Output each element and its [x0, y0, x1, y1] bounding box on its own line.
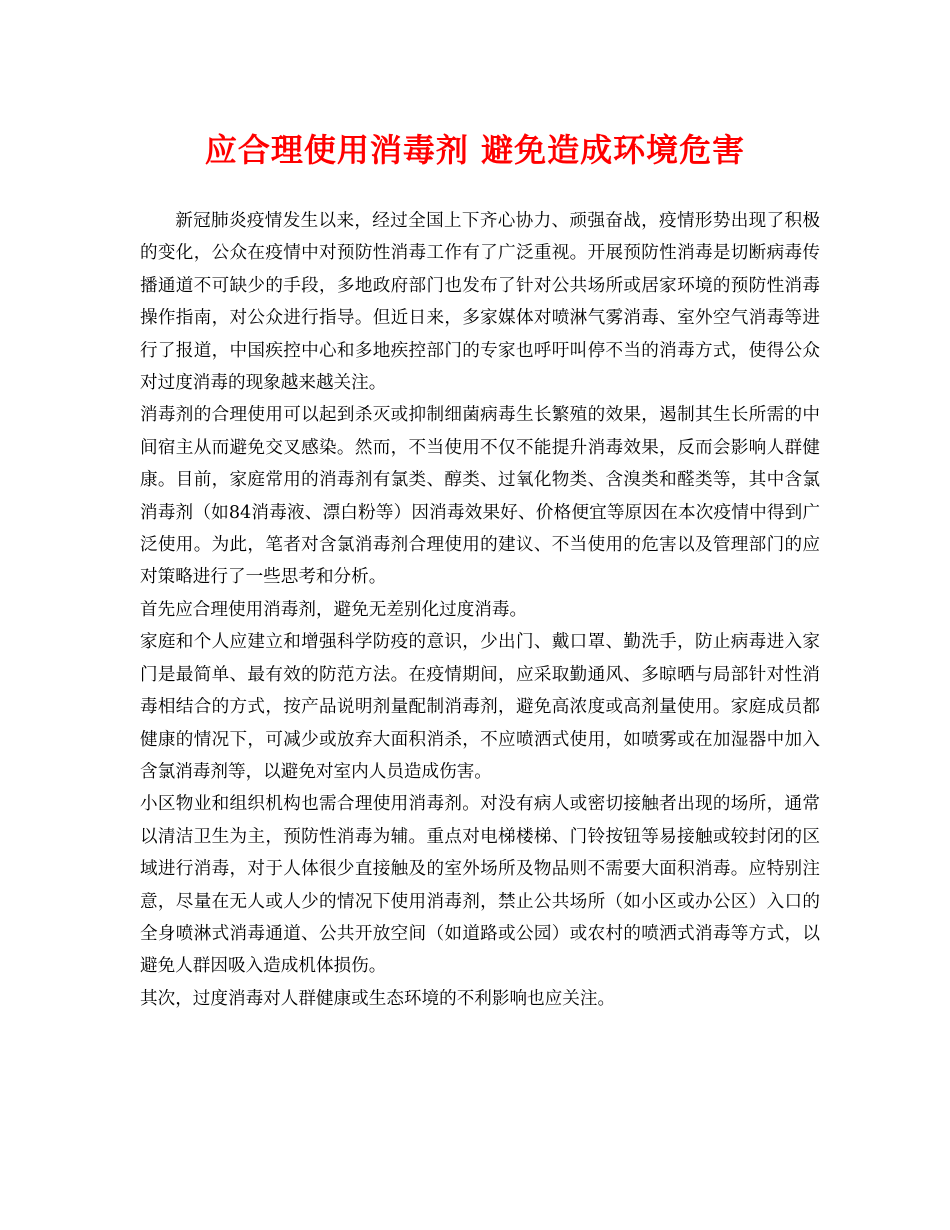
paragraph-first-point: 首先应合理使用消毒剂，避免无差别化过度消毒。 — [140, 599, 528, 620]
paragraph-household: 家庭和个人应建立和增强科学防疫的意识，少出门、戴口罩、勤洗手，防止病毒进入家门是最简单、最有效的防范方法。在疫情期间，应采取勤通风、多晾晒与局部针对性消毒相结合的方式，按产品说明剂量配制消毒剂，避免高浓度或高剂量使用。家庭成员都健康的情况下，可减少或放弃大面积消杀，不应喷洒式使用，如喷雾或在加湿器中加入含氯消毒剂等，以避免对室内人员造成伤害。 — [140, 632, 820, 782]
paragraph-community: 小区物业和组织机构也需合理使用消毒剂。对没有病人或密切接触者出现的场所，通常以清洁卫生为主，预防性消毒为辅。重点对电梯楼梯、门铃按钮等易接触或较封闭的区域进行消毒，对于人体很少直接触及的室外场所及物品则不需要大面积消毒。应特别注意，尽量在无人或人少的情况下使用消毒剂，禁止公共场所（如小区或办公区）入口的全身喷淋式消毒通道、公共开放空间（如道路或公园）或农村的喷洒式消毒等方式，以避免人群因吸入造成机体损伤。 — [140, 794, 820, 977]
document-title: 应合理使用消毒剂 避免造成环境危害 — [204, 131, 746, 169]
document-body — [140, 205, 820, 1015]
paragraph-intro: 新冠肺炎疫情发生以来，经过全国上下齐心协力、顽强奋战，疫情形势出现了积极的变化，公众在疫情中对预防性消毒工作有了广泛重视。开展预防性消毒是切断病毒传播通道不可缺少的手段，多地政府部门也发布了针对公共场所或居家环境的预防性消毒操作指南，对公众进行指导。但近日来，多家媒体对喷淋气雾消毒、室外空气消毒等进行了报道，中国疾控中心和多地疾控部门的专家也呼吁叫停不当的消毒方式，使得公众对过度消毒的现象越来越关注。 — [140, 211, 820, 394]
paragraph-second-point: 其次，过度消毒对人群健康或生态环境的不利影响也应关注。 — [140, 988, 616, 1009]
paragraph-disinfectant-use: 消毒剂的合理使用可以起到杀灭或抑制细菌病毒生长繁殖的效果，遏制其生长所需的中间宿主从而避免交叉感染。然而，不当使用不仅不能提升消毒效果，反而会影响人群健康。目前，家庭常用的消毒剂有氯类、醇类、过氧化物类、含溴类和醛类等，其中含氯消毒剂（如84消毒液、漂白粉等）因消毒效果好、价格便宜等原因在本次疫情中得到广泛使用。为此，笔者对含氯消毒剂合理使用的建议、不当使用的危害以及管理部门的应对策略进行了一些思考和分析。 — [140, 405, 820, 588]
